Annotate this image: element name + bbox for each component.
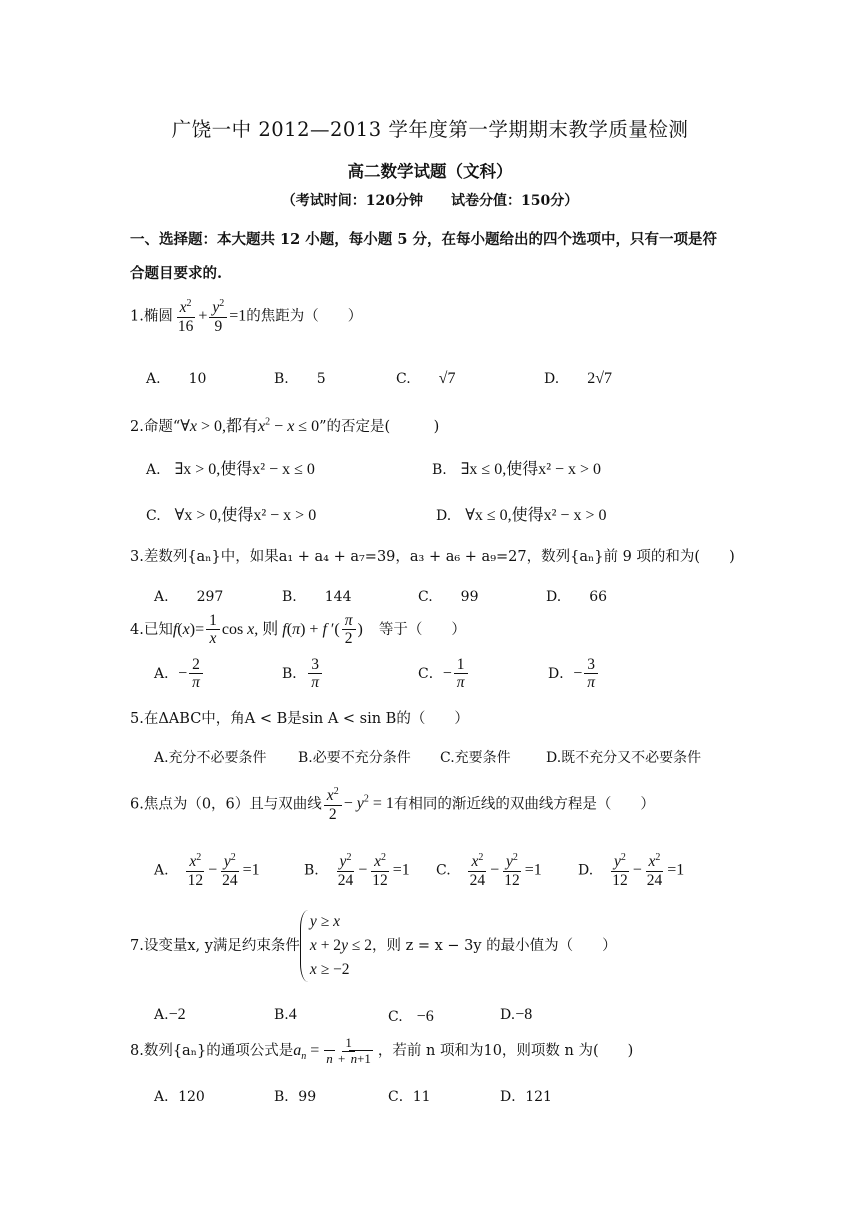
q5-option-b: B.必要不充分条件 [298,750,411,766]
q6-option-c: C. $\frac{x^2}{24}$ − $\frac{y^2}{12}$ =1 [436,852,542,889]
q1-option-a: A. 10 [146,371,207,387]
q3-option-c: C. 99 [418,589,479,605]
section-instructions-line1: 一、选择题：本大题共 12 小题，每小题 5 分，在每小题给出的四个选项中，只有一项是符 [130,231,717,248]
q1-option-d: D. 2√7 [544,370,612,387]
page-subtitle: 高二数学试题（文科） [347,162,513,181]
question-7: 7.设变量x, y满足约束条件 y ≥ x x + 2y ≤ 2 x ≥ −2 ，则 z = x − 3y 的最小值为（ ） [130,910,617,982]
q1-option-c: C. √7 [396,370,456,387]
section-instructions-line2: 合题目要求的. [130,265,223,282]
q8-option-c: C．11 [388,1089,431,1105]
q1-suffix: 的焦距为（ ） [246,308,363,325]
q7-option-d: D.−8 [500,1006,533,1023]
q7-option-a: A.−2 [154,1006,186,1023]
exam-info: （考试时间：120分钟 试卷分值：150分） [281,193,579,209]
question-6: 6.焦点为（0，6）且与双曲线 $\frac{x^2}{2}$ − $y^2 = 1$有相同的渐近线的双曲线方程是（ ） [130,786,655,823]
question-2: 2.命题“∀x > 0,都有$x^2 - x \le 0$”的否定是( ) [130,416,440,435]
question-5: 5.在ΔABC中，角A < B是sin A < sin B的（ ） [130,711,469,727]
q6-option-d: D. $\frac{y^2}{12}$ − $\frac{x^2}{24}$ =1 [578,852,685,889]
q2-option-a: A. ∃x > 0,使得x² − x ≤ 0 [146,461,315,478]
q8-option-d: D．121 [500,1089,552,1105]
q2-option-c: C. ∀x > 0,使得x² − x > 0 [146,507,317,524]
q4-option-c: C．− $\frac{1}{\pi}$ [418,656,470,692]
q5-option-d: D.既不充分又不必要条件 [546,750,702,766]
q8-option-a: A．120 [154,1089,205,1105]
q6-option-b: B. $\frac{y^2}{24}$ − $\frac{x^2}{12}$ =1 [304,852,410,889]
q4-option-d: D．− $\frac{3}{\pi}$ [548,656,600,692]
q6-option-a: A. $\frac{x^2}{12}$ − $\frac{y^2}{24}$ =1 [154,852,260,889]
q7-option-b: B.4 [274,1006,297,1023]
q3-option-a: A. 297 [154,589,224,605]
q5-option-a: A.充分不必要条件 [154,750,267,766]
question-3: 3.差数列{aₙ}中，如果a₁ + a₄ + a₇=39，a₃ + a₆ + a₉=27，数列{aₙ}前 9 项的和为( ) [130,549,735,565]
q4-option-b: B． $\frac{3}{\pi}$ [282,656,324,692]
q1-prefix: 1.椭圆 [130,308,173,325]
q8-option-b: B．99 [274,1089,317,1105]
q3-option-b: B. 144 [282,589,352,605]
question-4: 4.已知f(x)= $\frac{1}{x}$ cos x, 则 f(π) + f ′( $\frac{\pi}{2}$ ) 等于（ ） [130,612,466,648]
q4-option-a: A．− $\frac{2}{\pi}$ [154,656,205,692]
q1-frac-y: $\frac{y^2}{9}$ [209,298,227,335]
q2-option-b: B. ∃x ≤ 0,使得x² − x > 0 [432,461,602,478]
q7-constraint-system: y ≥ x x + 2y ≤ 2 x ≥ −2 [300,910,372,982]
q5-option-c: C.充要条件 [440,750,511,766]
q3-option-d: D. 66 [546,589,608,605]
question-8: 8.数列{aₙ}的通项公式是$a_n$ = $\frac{1}{n + n+1}$ ，若前 n 项和为10，则项数 n 为( ) [130,1035,634,1066]
q1-frac-x: $\frac{x^2}{16}$ [177,298,194,335]
page-title: 广饶一中 2012—2013 学年度第一学期期末教学质量检测 [171,118,689,141]
q7-option-c: C. −6 [388,1008,434,1025]
q1-option-b: B. 5 [274,371,326,387]
question-1: 1.椭圆 $\frac{x^2}{16}$ + $\frac{y^2}{9}$ =1的焦距为（ ） [130,298,363,335]
q2-option-d: D. ∀x ≤ 0,使得x² − x > 0 [436,507,607,524]
